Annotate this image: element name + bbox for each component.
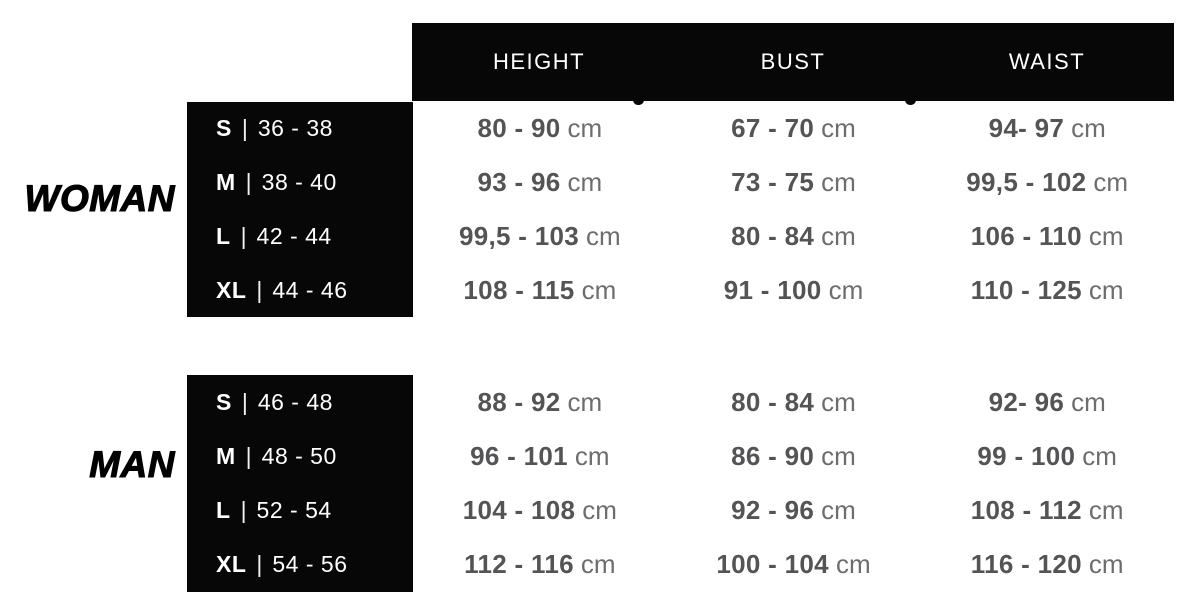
size-range: 36 - 38 <box>257 115 333 142</box>
size-separator: | <box>256 551 263 578</box>
measurement-unit: cm <box>1088 549 1124 580</box>
size-range: 54 - 56 <box>272 551 348 578</box>
measurement-value: 108 - 115 <box>463 274 575 305</box>
table-header <box>412 23 1174 101</box>
measurement-value: 92 - 96 <box>731 495 815 526</box>
size-range: 48 - 50 <box>261 442 337 469</box>
measurement-unit: cm <box>1093 167 1129 198</box>
measurement-unit: cm <box>582 495 617 526</box>
measurement-cell <box>667 538 921 592</box>
measurement-cell <box>920 263 1174 317</box>
measurement-value: 99,5 - 102 <box>966 167 1087 198</box>
size-range: 46 - 48 <box>257 388 333 415</box>
woman-section-label: WOMAN <box>24 178 175 219</box>
size-letter: L <box>216 497 231 524</box>
measurement-cell <box>920 210 1174 264</box>
size-letter: XL <box>216 276 247 303</box>
measurement-value: 99 - 100 <box>977 440 1076 471</box>
measurement-value: 86 - 90 <box>731 440 815 471</box>
measurement-unit: cm <box>1088 495 1124 526</box>
measurement-value: 99,5 - 103 <box>458 220 580 251</box>
header-cell-waist: WAIST <box>1008 49 1086 74</box>
measurement-unit: cm <box>567 386 603 417</box>
size-row <box>187 484 413 538</box>
measurement-cell <box>920 375 1174 429</box>
measurement-value: 116 - 120 <box>970 549 1082 580</box>
measurement-unit: cm <box>581 274 617 305</box>
measurement-unit: cm <box>1071 113 1106 144</box>
size-range: 44 - 46 <box>272 276 348 303</box>
measurement-value: 94- 97 <box>988 113 1065 144</box>
man-size-box <box>187 375 413 592</box>
measurement-value: 100 - 104 <box>716 549 829 580</box>
measurement-cell <box>413 263 667 317</box>
measurement-unit: cm <box>835 549 871 580</box>
measurement-value: 80 - 84 <box>731 386 815 417</box>
measurement-cell <box>667 156 921 210</box>
measurement-cell <box>667 484 921 538</box>
size-range: 38 - 40 <box>261 169 337 196</box>
measurement-unit: cm <box>567 167 603 198</box>
measurement-unit: cm <box>821 167 856 198</box>
measurement-value: 106 - 110 <box>970 220 1082 251</box>
measurement-unit: cm <box>1088 274 1124 305</box>
size-letter: M <box>216 442 236 469</box>
measurement-cell <box>920 429 1174 483</box>
size-row <box>187 156 413 210</box>
size-letter: S <box>216 388 232 415</box>
measurement-unit: cm <box>821 440 856 471</box>
size-separator: | <box>241 115 248 142</box>
man-section-label: MAN <box>89 444 175 485</box>
measurement-value: 110 - 125 <box>970 274 1082 305</box>
size-separator: | <box>240 497 247 524</box>
measurement-value: 93 - 96 <box>477 167 561 198</box>
man-measurements <box>413 375 1174 592</box>
measurement-cell <box>667 429 921 483</box>
measurement-unit: cm <box>821 220 856 251</box>
woman-measurements <box>413 102 1174 317</box>
measurement-value: 67 - 70 <box>731 113 815 144</box>
measurement-cell <box>413 156 667 210</box>
measurement-cell <box>920 484 1174 538</box>
size-row <box>187 210 413 264</box>
size-row <box>187 429 413 483</box>
measurement-cell <box>667 263 921 317</box>
measurement-cell <box>667 102 921 156</box>
header-cell-bust: BUST <box>760 49 826 74</box>
measurement-value: 88 - 92 <box>477 386 561 417</box>
header-cell-height: HEIGHT <box>492 49 586 74</box>
measurement-unit: cm <box>1088 220 1124 251</box>
measurement-cell <box>413 210 667 264</box>
measurement-unit: cm <box>1082 440 1117 471</box>
woman-size-box <box>187 102 413 317</box>
measurement-unit: cm <box>821 386 856 417</box>
measurement-unit: cm <box>586 220 621 251</box>
measurement-cell <box>920 156 1174 210</box>
measurement-cell <box>667 375 921 429</box>
size-range: 52 - 54 <box>256 497 332 524</box>
measurement-value: 91 - 100 <box>723 274 822 305</box>
size-separator: | <box>256 276 263 303</box>
measurement-unit: cm <box>567 113 603 144</box>
measurement-unit: cm <box>821 495 856 526</box>
measurement-value: 73 - 75 <box>731 167 815 198</box>
measurement-value: 92- 96 <box>988 386 1065 417</box>
measurement-value: 80 - 90 <box>477 113 561 144</box>
measurement-value: 104 - 108 <box>462 495 576 526</box>
size-range: 42 - 44 <box>256 222 332 249</box>
measurement-cell <box>413 538 667 592</box>
measurement-cell <box>667 210 921 264</box>
measurement-unit: cm <box>574 440 610 471</box>
size-row <box>187 538 413 592</box>
measurement-unit: cm <box>1071 386 1106 417</box>
measurement-cell <box>413 484 667 538</box>
measurement-cell <box>413 429 667 483</box>
size-separator: | <box>240 222 247 249</box>
measurement-unit: cm <box>828 274 864 305</box>
measurement-value: 108 - 112 <box>970 495 1082 526</box>
size-row <box>187 102 413 156</box>
size-separator: | <box>241 388 248 415</box>
measurement-value: 96 - 101 <box>470 440 568 471</box>
measurement-unit: cm <box>821 113 856 144</box>
size-letter: M <box>216 169 236 196</box>
measurement-cell <box>920 102 1174 156</box>
size-separator: | <box>245 442 252 469</box>
measurement-cell <box>920 538 1174 592</box>
measurement-cell <box>413 375 667 429</box>
size-letter: L <box>216 222 231 249</box>
measurement-cell <box>413 102 667 156</box>
size-row <box>187 263 413 317</box>
measurement-value: 112 - 116 <box>464 549 574 580</box>
size-letter: S <box>216 115 232 142</box>
size-row <box>187 375 413 429</box>
size-letter: XL <box>216 551 247 578</box>
measurement-unit: cm <box>580 549 616 580</box>
measurement-value: 80 - 84 <box>731 220 815 251</box>
size-separator: | <box>245 169 252 196</box>
